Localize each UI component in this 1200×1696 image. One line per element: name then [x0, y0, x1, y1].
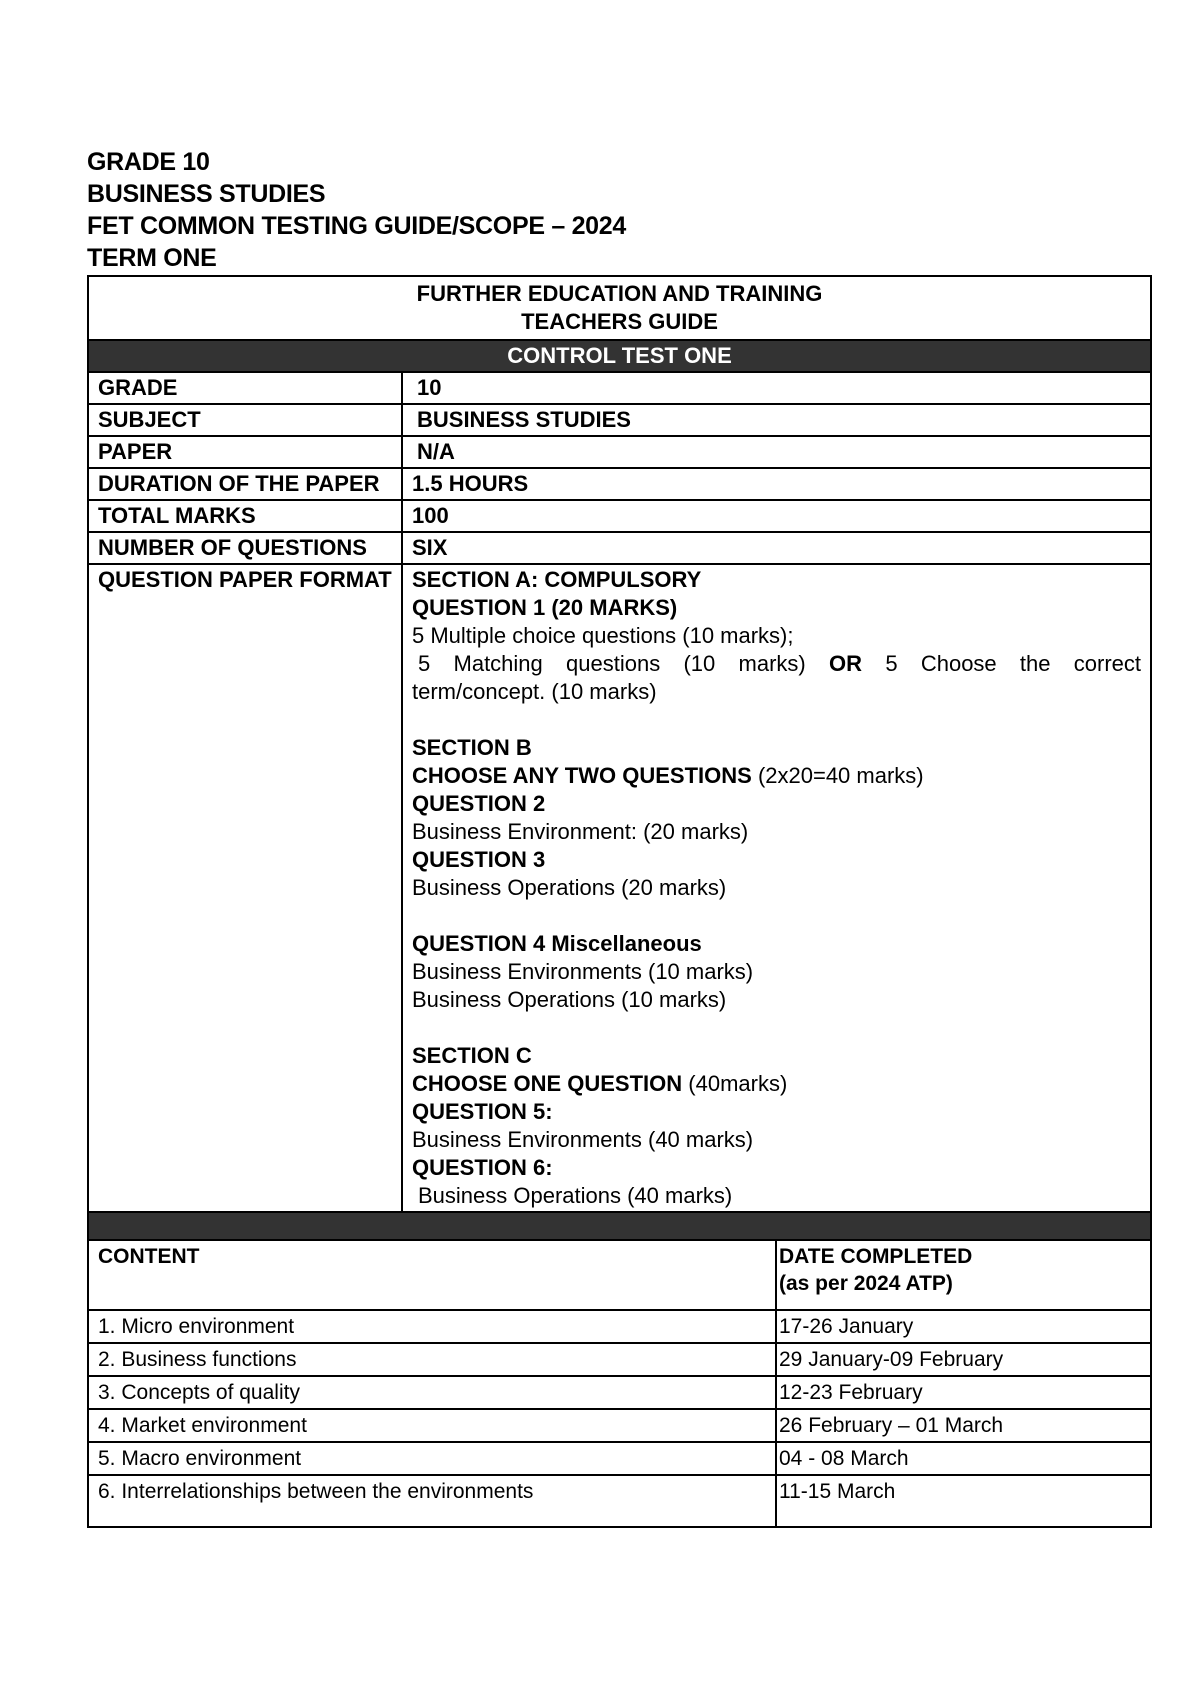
- guide-title-line1: FURTHER EDUCATION AND TRAINING: [416, 281, 823, 306]
- guide-row-number-of-questions: [88, 532, 1151, 564]
- topic-cell: 4. Market environment: [88, 1409, 776, 1442]
- header-term: TERM ONE: [87, 244, 217, 272]
- row-label: PAPER: [88, 436, 402, 468]
- teachers-guide-table: [87, 275, 1152, 1213]
- content-row: [88, 1376, 1151, 1409]
- row-label: GRADE: [88, 372, 402, 404]
- topic-cell: 2. Business functions: [88, 1343, 776, 1376]
- topic-cell: 3. Concepts of quality: [88, 1376, 776, 1409]
- date-column-header: [776, 1240, 1151, 1310]
- matching-text: 5 Matching questions (10 marks): [418, 651, 806, 676]
- row-label: TOTAL MARKS: [88, 500, 402, 532]
- topic-cell: 1. Micro environment: [88, 1310, 776, 1343]
- date-cell: 04 - 08 March: [776, 1442, 1151, 1475]
- section-b-marks: (2x20=40 marks): [757, 763, 924, 788]
- topic-cell: 5. Macro environment: [88, 1442, 776, 1475]
- section-c-instruction: [412, 1070, 1141, 1098]
- guide-row-total-marks: [88, 500, 1151, 532]
- guide-title-row: [88, 276, 1151, 340]
- question-1-line-2: [412, 650, 1141, 678]
- date-cell: 29 January-09 February: [776, 1343, 1151, 1376]
- question-paper-format: [402, 564, 1151, 1212]
- guide-row-paper: [88, 436, 1151, 468]
- question-4-line-1: Business Environments (10 marks): [412, 959, 754, 984]
- guide-row-grade: [88, 372, 1151, 404]
- date-cell: 12-23 February: [776, 1376, 1151, 1409]
- date-cell: 11-15 March: [776, 1475, 1151, 1527]
- date-cell: 26 February – 01 March: [776, 1409, 1151, 1442]
- choose-one-text: CHOOSE ONE QUESTION: [412, 1071, 683, 1096]
- content-row: [88, 1310, 1151, 1343]
- question-6-line: Business Operations (40 marks): [418, 1183, 733, 1208]
- question-1-line-3: term/concept. (10 marks): [412, 679, 657, 704]
- question-4-line-2: Business Operations (10 marks): [412, 987, 727, 1012]
- header-guide-title: FET COMMON TESTING GUIDE/SCOPE – 2024: [87, 212, 626, 240]
- control-test-banner: CONTROL TEST ONE: [88, 340, 1151, 372]
- row-value: 10: [402, 372, 1151, 404]
- dark-divider-row: [88, 1212, 1151, 1240]
- question-5-heading: QUESTION 5:: [412, 1099, 553, 1124]
- row-value: 1.5 HOURS: [402, 468, 1151, 500]
- question-4-heading: QUESTION 4 Miscellaneous: [412, 931, 702, 956]
- question-3-line: Business Operations (20 marks): [412, 875, 727, 900]
- section-c-heading: SECTION C: [412, 1043, 532, 1068]
- question-1-line-1: 5 Multiple choice questions (10 marks);: [412, 623, 794, 648]
- row-label: DURATION OF THE PAPER: [88, 468, 402, 500]
- control-test-banner-row: [88, 340, 1151, 372]
- date-cell: 17-26 January: [776, 1310, 1151, 1343]
- content-schedule-table: [87, 1211, 1152, 1528]
- document-header: [87, 146, 626, 274]
- question-5-line: Business Environments (40 marks): [412, 1127, 754, 1152]
- content-row: [88, 1475, 1151, 1527]
- header-grade: GRADE 10: [87, 148, 210, 176]
- guide-row-format: [88, 564, 1151, 1212]
- content-column-header: CONTENT: [88, 1240, 776, 1310]
- guide-row-subject: [88, 404, 1151, 436]
- content-row: [88, 1409, 1151, 1442]
- content-row: [88, 1442, 1151, 1475]
- row-value: N/A: [402, 436, 1151, 468]
- question-1-heading: QUESTION 1 (20 MARKS): [412, 595, 678, 620]
- guide-title-line2: TEACHERS GUIDE: [521, 309, 718, 334]
- guide-row-duration: [88, 468, 1151, 500]
- section-b-instruction: [412, 762, 1141, 790]
- row-label: NUMBER OF QUESTIONS: [88, 532, 402, 564]
- date-header-line-2: (as per 2024 ATP): [779, 1272, 953, 1295]
- row-label: SUBJECT: [88, 404, 402, 436]
- row-value: 100: [402, 500, 1151, 532]
- topic-cell: 6. Interrelationships between the environments: [88, 1475, 776, 1527]
- question-2-heading: QUESTION 2: [412, 791, 546, 816]
- question-2-line: Business Environment: (20 marks): [412, 819, 749, 844]
- format-label: QUESTION PAPER FORMAT: [88, 564, 402, 1212]
- or-text: OR: [829, 651, 863, 676]
- question-3-heading: QUESTION 3: [412, 847, 546, 872]
- row-value: SIX: [402, 532, 1151, 564]
- section-b-heading: SECTION B: [412, 735, 532, 760]
- row-value: BUSINESS STUDIES: [402, 404, 1151, 436]
- content-header-row: [88, 1240, 1151, 1310]
- choose-two-text: CHOOSE ANY TWO QUESTIONS: [412, 763, 752, 788]
- date-header-line-1: DATE COMPLETED: [779, 1245, 973, 1268]
- question-6-heading: QUESTION 6:: [412, 1155, 553, 1180]
- content-row: [88, 1343, 1151, 1376]
- choose-correct-text: 5 Choose the correct: [885, 651, 1142, 676]
- section-a-heading: SECTION A: COMPULSORY: [412, 567, 702, 592]
- section-c-marks: (40marks): [688, 1071, 788, 1096]
- header-subject: BUSINESS STUDIES: [87, 180, 326, 208]
